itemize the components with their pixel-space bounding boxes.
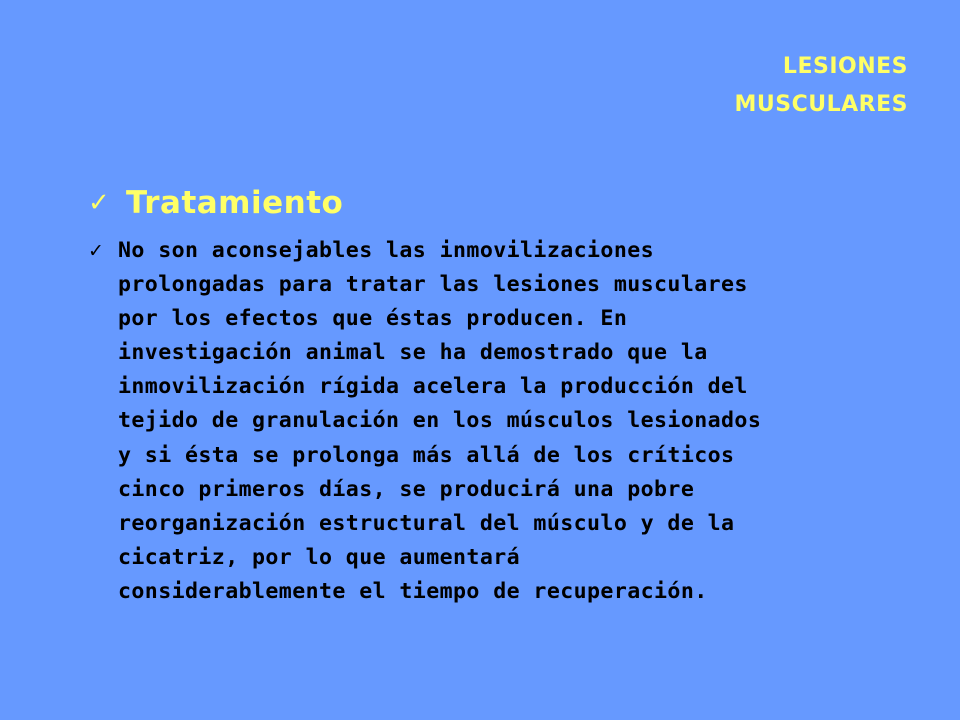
checkmark-icon: ✓: [88, 188, 110, 218]
slide-title: [608, 48, 908, 124]
section-heading-label: Tratamiento: [126, 185, 344, 221]
bullet-item: [88, 234, 878, 609]
bullet-text: No son aconsejables las inmovilizaciones prolongadas para tratar las lesiones musculares por los efectos que éstas producen. En investigación animal se ha demostrado que la inmovilización rígida acelera la producción del tejido de granulación en los músculos lesionados y si ésta se prolonga más allá de los críticos cinco primeros días, se producirá una pobre reorganización estructural del músculo y de la cicatriz, por lo que aumentará considerablemente el tiempo de recuperación.: [118, 238, 762, 604]
slide-title-line-2: MUSCULARES: [734, 92, 908, 117]
slide-title-line-1: LESIONES: [782, 54, 908, 79]
checkmark-icon: ✓: [88, 240, 104, 262]
section-heading: [88, 178, 343, 228]
